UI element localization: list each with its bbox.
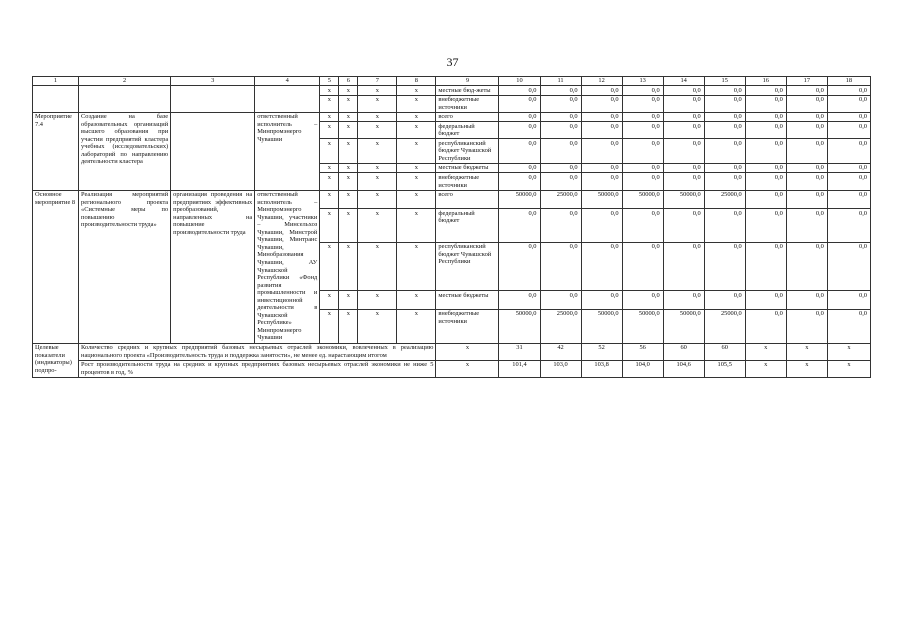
x-mark: х xyxy=(358,291,397,310)
measure-description: Реализация мероприятий регионального проекта «Системные меры по повышению производительности труда» xyxy=(79,190,171,343)
x-mark: х xyxy=(358,139,397,164)
funding-value: 0,0 xyxy=(663,209,704,243)
x-mark: х xyxy=(320,242,339,290)
x-mark: х xyxy=(397,309,436,343)
funding-value: 0,0 xyxy=(786,122,827,139)
x-mark: х xyxy=(358,173,397,190)
funding-source: местные бюд-жеты xyxy=(436,86,499,96)
funding-source: республиканский бюджет Чувашской Республики xyxy=(436,139,499,164)
x-mark: х xyxy=(339,163,358,173)
funding-value: 0,0 xyxy=(786,209,827,243)
funding-value: 50000,0 xyxy=(581,190,622,209)
x-mark: х xyxy=(339,291,358,310)
indicator-value: 60 xyxy=(704,343,745,360)
column-number: 1 xyxy=(33,77,79,86)
x-mark: х xyxy=(397,291,436,310)
funding-value: 0,0 xyxy=(581,173,622,190)
x-mark: х xyxy=(320,291,339,310)
funding-value: 0,0 xyxy=(745,309,786,343)
indicator-value: х xyxy=(786,360,827,377)
funding-value: 0,0 xyxy=(786,173,827,190)
funding-source: местные бюджеты xyxy=(436,291,499,310)
funding-value: 0,0 xyxy=(704,86,745,96)
funding-value: 0,0 xyxy=(540,122,581,139)
funding-value: 0,0 xyxy=(540,112,581,122)
indicator-value: 103,0 xyxy=(540,360,581,377)
column-number: 13 xyxy=(622,77,663,86)
funding-value: 0,0 xyxy=(540,291,581,310)
indicator-value: х xyxy=(827,343,870,360)
x-mark: х xyxy=(397,139,436,164)
indicator-value: 101,4 xyxy=(499,360,540,377)
funding-value: 0,0 xyxy=(622,122,663,139)
funding-value: 0,0 xyxy=(786,242,827,290)
funding-value: 0,0 xyxy=(540,242,581,290)
funding-source: республиканский бюджет Чувашской Республики xyxy=(436,242,499,290)
column-number: 16 xyxy=(745,77,786,86)
indicator-value: 60 xyxy=(663,343,704,360)
indicator-text: Количество средних и крупных предприятий базовых несырьевых отраслей экономики, вовлеченных в реализацию национального проекта «Производительность труда и поддержка занятости», не менее ед. нарастающим итогом xyxy=(79,343,436,360)
table-row xyxy=(33,112,871,122)
funding-value: 0,0 xyxy=(581,95,622,112)
column-number: 5 xyxy=(320,77,339,86)
funding-value: 0,0 xyxy=(745,86,786,96)
funding-value: 50000,0 xyxy=(499,309,540,343)
x-mark: х xyxy=(358,112,397,122)
indicator-value: х xyxy=(827,360,870,377)
funding-value: 0,0 xyxy=(540,163,581,173)
funding-value: 0,0 xyxy=(704,209,745,243)
x-mark: х xyxy=(320,112,339,122)
funding-value: 0,0 xyxy=(786,95,827,112)
funding-value: 0,0 xyxy=(663,163,704,173)
indicator-value: 104,0 xyxy=(622,360,663,377)
measure-executor: ответственный исполнитель – Минпромэнерго Чувашии, участники – Минсельхоз Чувашии, Минстрой Чувашии, Минтранс Чувашии, Минобразования Чувашии, АУ Чувашской Республики «Фонд развития промышленности и инвестиционной деятельности в Чувашской Республике» Минпромэнерго Чувашии xyxy=(255,190,320,343)
x-mark: х xyxy=(339,190,358,209)
funding-value: 0,0 xyxy=(704,139,745,164)
funding-value: 50000,0 xyxy=(663,309,704,343)
funding-value: 0,0 xyxy=(499,209,540,243)
funding-value: 0,0 xyxy=(663,139,704,164)
funding-source: всего xyxy=(436,190,499,209)
x-mark: х xyxy=(320,86,339,96)
funding-value: 0,0 xyxy=(499,173,540,190)
x-mark: х xyxy=(339,86,358,96)
funding-value: 0,0 xyxy=(704,95,745,112)
column-number: 14 xyxy=(663,77,704,86)
indicator-value: х xyxy=(436,360,499,377)
x-mark: х xyxy=(339,139,358,164)
funding-value: 0,0 xyxy=(499,163,540,173)
funding-value: 0,0 xyxy=(663,173,704,190)
funding-value: 0,0 xyxy=(581,291,622,310)
funding-source: внебюджетные источники xyxy=(436,173,499,190)
funding-value: 0,0 xyxy=(745,139,786,164)
column-number: 12 xyxy=(581,77,622,86)
empty-cell xyxy=(79,86,171,113)
funding-value: 25000,0 xyxy=(540,190,581,209)
funding-source: местные бюджеты xyxy=(436,163,499,173)
funding-value: 0,0 xyxy=(499,139,540,164)
funding-value: 0,0 xyxy=(581,209,622,243)
funding-value: 0,0 xyxy=(704,112,745,122)
funding-value: 0,0 xyxy=(786,139,827,164)
funding-value: 0,0 xyxy=(745,95,786,112)
funding-value: 0,0 xyxy=(622,209,663,243)
empty-cell xyxy=(33,86,79,113)
indicator-value: 105,5 xyxy=(704,360,745,377)
column-number: 17 xyxy=(786,77,827,86)
program-table xyxy=(32,76,871,378)
funding-value: 0,0 xyxy=(745,209,786,243)
funding-value: 0,0 xyxy=(704,291,745,310)
measure-executor: ответственный исполнитель – Минпромэнерго Чувашии xyxy=(255,112,320,190)
funding-value: 25000,0 xyxy=(704,309,745,343)
indicators-label: Целевые показатели (индикаторы) подпро- xyxy=(33,343,79,377)
x-mark: х xyxy=(339,122,358,139)
funding-value: 0,0 xyxy=(540,209,581,243)
x-mark: х xyxy=(397,122,436,139)
x-mark: х xyxy=(397,173,436,190)
funding-value: 0,0 xyxy=(622,242,663,290)
x-mark: х xyxy=(397,95,436,112)
funding-value: 0,0 xyxy=(499,112,540,122)
funding-value: 0,0 xyxy=(704,173,745,190)
funding-value: 0,0 xyxy=(663,95,704,112)
funding-value: 0,0 xyxy=(745,242,786,290)
x-mark: х xyxy=(358,309,397,343)
measure-goal: организация проведения на предприятиях эффективных преобразований, направленных на повышение производительности труда xyxy=(171,190,255,343)
x-mark: х xyxy=(320,122,339,139)
funding-value: 0,0 xyxy=(827,112,870,122)
indicator-row xyxy=(33,343,871,360)
x-mark: х xyxy=(358,209,397,243)
funding-value: 0,0 xyxy=(581,86,622,96)
measure-description: Создание на базе образовательных организаций высшего образования при участии предприятий кластера учебных (исследовательских) лабораторий по направлению деятельности кластера xyxy=(79,112,171,190)
funding-value: 50000,0 xyxy=(581,309,622,343)
x-mark: х xyxy=(358,86,397,96)
funding-value: 0,0 xyxy=(622,112,663,122)
indicator-value: х xyxy=(745,343,786,360)
column-number: 15 xyxy=(704,77,745,86)
funding-value: 0,0 xyxy=(827,86,870,96)
x-mark: х xyxy=(397,86,436,96)
funding-value: 0,0 xyxy=(786,291,827,310)
funding-value: 0,0 xyxy=(827,173,870,190)
funding-value: 0,0 xyxy=(827,209,870,243)
funding-source: федеральный бюджет xyxy=(436,122,499,139)
empty-cell xyxy=(255,86,320,113)
funding-value: 0,0 xyxy=(827,309,870,343)
indicator-value: х xyxy=(745,360,786,377)
column-number: 3 xyxy=(171,77,255,86)
funding-value: 0,0 xyxy=(581,163,622,173)
x-mark: х xyxy=(339,173,358,190)
funding-value: 0,0 xyxy=(622,139,663,164)
funding-value: 0,0 xyxy=(581,122,622,139)
funding-value: 0,0 xyxy=(704,242,745,290)
funding-value: 50000,0 xyxy=(663,190,704,209)
funding-value: 25000,0 xyxy=(540,309,581,343)
x-mark: х xyxy=(320,139,339,164)
funding-value: 0,0 xyxy=(704,163,745,173)
funding-value: 0,0 xyxy=(745,122,786,139)
x-mark: х xyxy=(358,122,397,139)
x-mark: х xyxy=(397,190,436,209)
column-number: 7 xyxy=(358,77,397,86)
funding-value: 0,0 xyxy=(827,242,870,290)
x-mark: х xyxy=(339,309,358,343)
x-mark: х xyxy=(320,173,339,190)
indicator-value: х xyxy=(786,343,827,360)
indicator-value: 31 xyxy=(499,343,540,360)
funding-value: 0,0 xyxy=(499,86,540,96)
funding-value: 0,0 xyxy=(663,242,704,290)
funding-value: 0,0 xyxy=(622,173,663,190)
funding-value: 0,0 xyxy=(745,173,786,190)
x-mark: х xyxy=(358,95,397,112)
indicator-value: х xyxy=(436,343,499,360)
funding-value: 0,0 xyxy=(827,122,870,139)
funding-value: 0,0 xyxy=(745,112,786,122)
x-mark: х xyxy=(339,95,358,112)
x-mark: х xyxy=(397,163,436,173)
x-mark: х xyxy=(320,95,339,112)
funding-value: 0,0 xyxy=(786,112,827,122)
column-number: 6 xyxy=(339,77,358,86)
funding-value: 0,0 xyxy=(540,86,581,96)
x-mark: х xyxy=(320,209,339,243)
measure-name: Основное мероприятие 8 xyxy=(33,190,79,343)
funding-value: 0,0 xyxy=(581,112,622,122)
funding-source: федеральный бюджет xyxy=(436,209,499,243)
column-number: 9 xyxy=(436,77,499,86)
empty-cell xyxy=(171,86,255,113)
funding-source: внебюджетные источники xyxy=(436,95,499,112)
funding-value: 25000,0 xyxy=(704,190,745,209)
funding-value: 0,0 xyxy=(745,190,786,209)
funding-source: внебюджетные источники xyxy=(436,309,499,343)
funding-value: 0,0 xyxy=(786,190,827,209)
funding-value: 0,0 xyxy=(540,95,581,112)
funding-value: 0,0 xyxy=(499,291,540,310)
funding-value: 0,0 xyxy=(827,163,870,173)
x-mark: х xyxy=(397,242,436,290)
funding-value: 0,0 xyxy=(499,242,540,290)
x-mark: х xyxy=(397,209,436,243)
funding-value: 0,0 xyxy=(622,86,663,96)
x-mark: х xyxy=(320,163,339,173)
x-mark: х xyxy=(339,112,358,122)
funding-value: 0,0 xyxy=(786,163,827,173)
indicator-value: 42 xyxy=(540,343,581,360)
funding-value: 50000,0 xyxy=(622,309,663,343)
header-row xyxy=(33,77,871,86)
funding-value: 0,0 xyxy=(827,291,870,310)
funding-value: 0,0 xyxy=(663,122,704,139)
x-mark: х xyxy=(358,242,397,290)
column-number: 10 xyxy=(499,77,540,86)
funding-value: 0,0 xyxy=(540,139,581,164)
funding-value: 0,0 xyxy=(827,139,870,164)
x-mark: х xyxy=(320,190,339,209)
funding-value: 0,0 xyxy=(827,95,870,112)
funding-value: 0,0 xyxy=(663,86,704,96)
indicator-text: Рост производительности труда на средних и крупных предприятиях базовых несырьевых отраслей экономики не ниже 5 процентов в год, % xyxy=(79,360,436,377)
funding-value: 50000,0 xyxy=(499,190,540,209)
page-number: 37 xyxy=(446,55,459,69)
indicator-value: 56 xyxy=(622,343,663,360)
funding-value: 0,0 xyxy=(622,291,663,310)
x-mark: х xyxy=(358,163,397,173)
funding-value: 0,0 xyxy=(745,163,786,173)
indicator-row xyxy=(33,360,871,377)
x-mark: х xyxy=(397,112,436,122)
funding-value: 0,0 xyxy=(622,95,663,112)
column-number: 18 xyxy=(827,77,870,86)
funding-value: 0,0 xyxy=(704,122,745,139)
funding-value: 0,0 xyxy=(499,122,540,139)
x-mark: х xyxy=(339,209,358,243)
x-mark: х xyxy=(320,309,339,343)
table-row xyxy=(33,86,871,96)
indicator-value: 103,8 xyxy=(581,360,622,377)
funding-value: 50000,0 xyxy=(622,190,663,209)
table-row xyxy=(33,190,871,209)
funding-value: 0,0 xyxy=(745,291,786,310)
indicator-value: 104,6 xyxy=(663,360,704,377)
column-number: 11 xyxy=(540,77,581,86)
measure-name: Мероприятие 7.4 xyxy=(33,112,79,190)
funding-value: 0,0 xyxy=(663,291,704,310)
empty-cell xyxy=(171,112,255,190)
funding-value: 0,0 xyxy=(499,95,540,112)
funding-source: всего xyxy=(436,112,499,122)
column-number: 2 xyxy=(79,77,171,86)
funding-value: 0,0 xyxy=(663,112,704,122)
funding-value: 0,0 xyxy=(581,139,622,164)
column-number: 8 xyxy=(397,77,436,86)
funding-value: 0,0 xyxy=(540,173,581,190)
indicator-value: 52 xyxy=(581,343,622,360)
funding-value: 0,0 xyxy=(622,163,663,173)
funding-value: 0,0 xyxy=(786,309,827,343)
funding-value: 0,0 xyxy=(786,86,827,96)
column-number: 4 xyxy=(255,77,320,86)
x-mark: х xyxy=(358,190,397,209)
funding-value: 0,0 xyxy=(581,242,622,290)
x-mark: х xyxy=(339,242,358,290)
funding-value: 0,0 xyxy=(827,190,870,209)
